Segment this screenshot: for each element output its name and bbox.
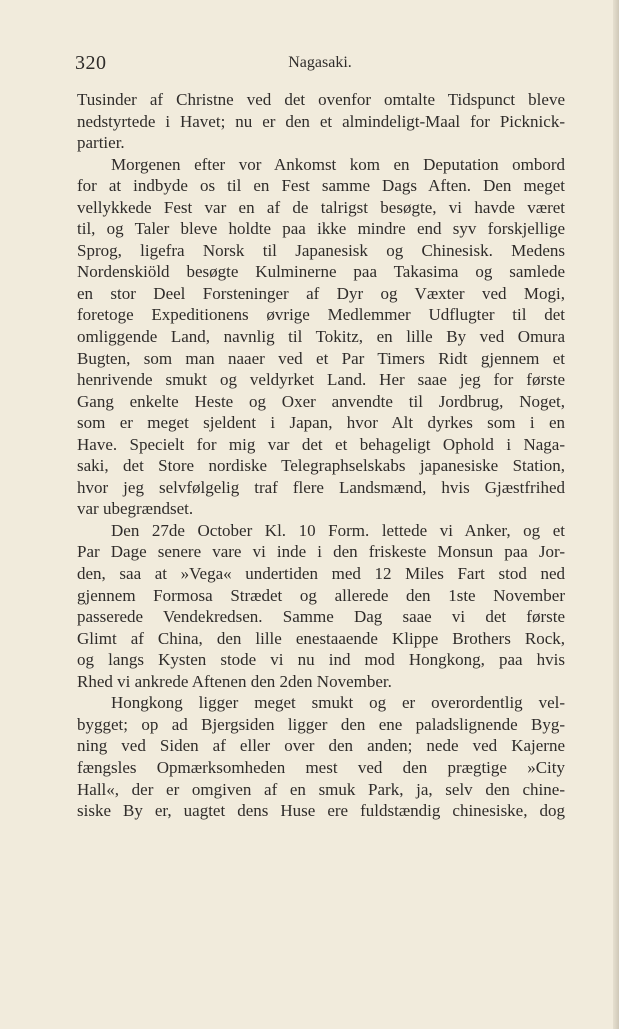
text-line: for at indbyde os til en Fest samme Dags Aften. Den meget — [77, 176, 565, 196]
text-line: Hongkong ligger meget smukt og er overordentlig vel- — [111, 693, 565, 713]
running-title: Nagasaki. — [288, 54, 352, 71]
text-line: og langs Kysten stode vi nu ind mod Hongkong, paa hvis — [77, 650, 565, 670]
page-edge — [613, 0, 619, 1029]
text-line: en stor Deel Forsteninger af Dyr og Væxter ved Mogi, — [77, 283, 565, 303]
text-line: Have. Specielt for mig var det et behageligt Ophold i Naga- — [77, 434, 565, 454]
text-line: Gang enkelte Heste og Oxer anvendte til Jordbrug, Noget, — [77, 391, 565, 411]
text-line: vellykkede Fest var en af de talrigst besøgte, vi havde været — [77, 197, 565, 217]
text-line: bygget; op ad Bjergsiden ligger den ene paladslignende Byg- — [77, 714, 565, 734]
text-line: omliggende Land, navnlig til Tokitz, en lille By ved Omura — [77, 327, 565, 347]
text-line: fængsles Opmærksomheden mest ved den prægtige »City — [77, 757, 565, 777]
text-line: Den 27de October Kl. 10 Form. lettede vi Anker, og et — [111, 520, 565, 540]
text-line: saki, det Store nordiske Telegraphselskabs japanesiske Station, — [77, 456, 565, 476]
text-line: Sprog, ligefra Norsk til Japanesisk og Chinesisk. Medens — [77, 240, 565, 260]
text-line: Tusinder af Christne ved det ovenfor omtalte Tidspunct bleve — [77, 90, 565, 109]
text-line: Par Dage senere vare vi inde i den friskeste Monsun paa Jor- — [77, 542, 565, 562]
text-line: Glimt af China, den lille enestaaende Klippe Brothers Rock, — [77, 628, 565, 648]
text-line: siske By er, uagtet dens Huse ere fuldstændig chinesiske, dog — [77, 801, 565, 821]
text-line: nedstyrtede i Havet; nu er den et almindeligt-Maal for Picknick- — [77, 111, 565, 131]
text-line: partier. — [77, 133, 125, 153]
text-line: Bugten, som man naaer ved et Par Timers Ridt gjennem et — [77, 348, 565, 368]
text-line: ning ved Siden af eller over den anden; nede ved Kajerne — [77, 736, 565, 756]
text-line: var ubegrændset. — [77, 499, 194, 519]
text-line: Rhed vi ankrede Aftenen den 2den November. — [77, 671, 392, 691]
text-line: Hall«, der er omgiven af en smuk Park, ja, selv den chine- — [77, 779, 565, 799]
text-line: Morgenen efter vor Ankomst kom en Deputation ombord — [111, 154, 565, 174]
text-line: til, og Taler bleve holdte paa ikke mindre end syv forskjellige — [77, 219, 565, 239]
text-line: foretoge Expeditionens øvrige Medlemmer Udflugter til det — [77, 305, 565, 325]
text-line: som er meget sjeldent i Japan, hvor Alt dyrkes som i en — [77, 413, 565, 433]
text-line: passerede Vendekredsen. Samme Dag saae vi det første — [77, 607, 565, 627]
body-text — [77, 89, 565, 822]
text-line: hvor jeg selvfølgelig traf flere Landsmænd, hvis Gjæstfrihed — [77, 477, 565, 497]
text-line: den, saa at »Vega« undertiden med 12 Miles Fart stod ned — [77, 564, 565, 584]
text-line: Nordenskiöld besøgte Kulminerne paa Takasima og samlede — [77, 262, 565, 282]
text-line: gjennem Formosa Strædet og allerede den 1ste November — [77, 585, 565, 605]
text-line: henrivende smukt og veldyrket Land. Her saae jeg for første — [77, 370, 565, 390]
page-header — [75, 52, 565, 76]
page-number: 320 — [75, 52, 107, 74]
